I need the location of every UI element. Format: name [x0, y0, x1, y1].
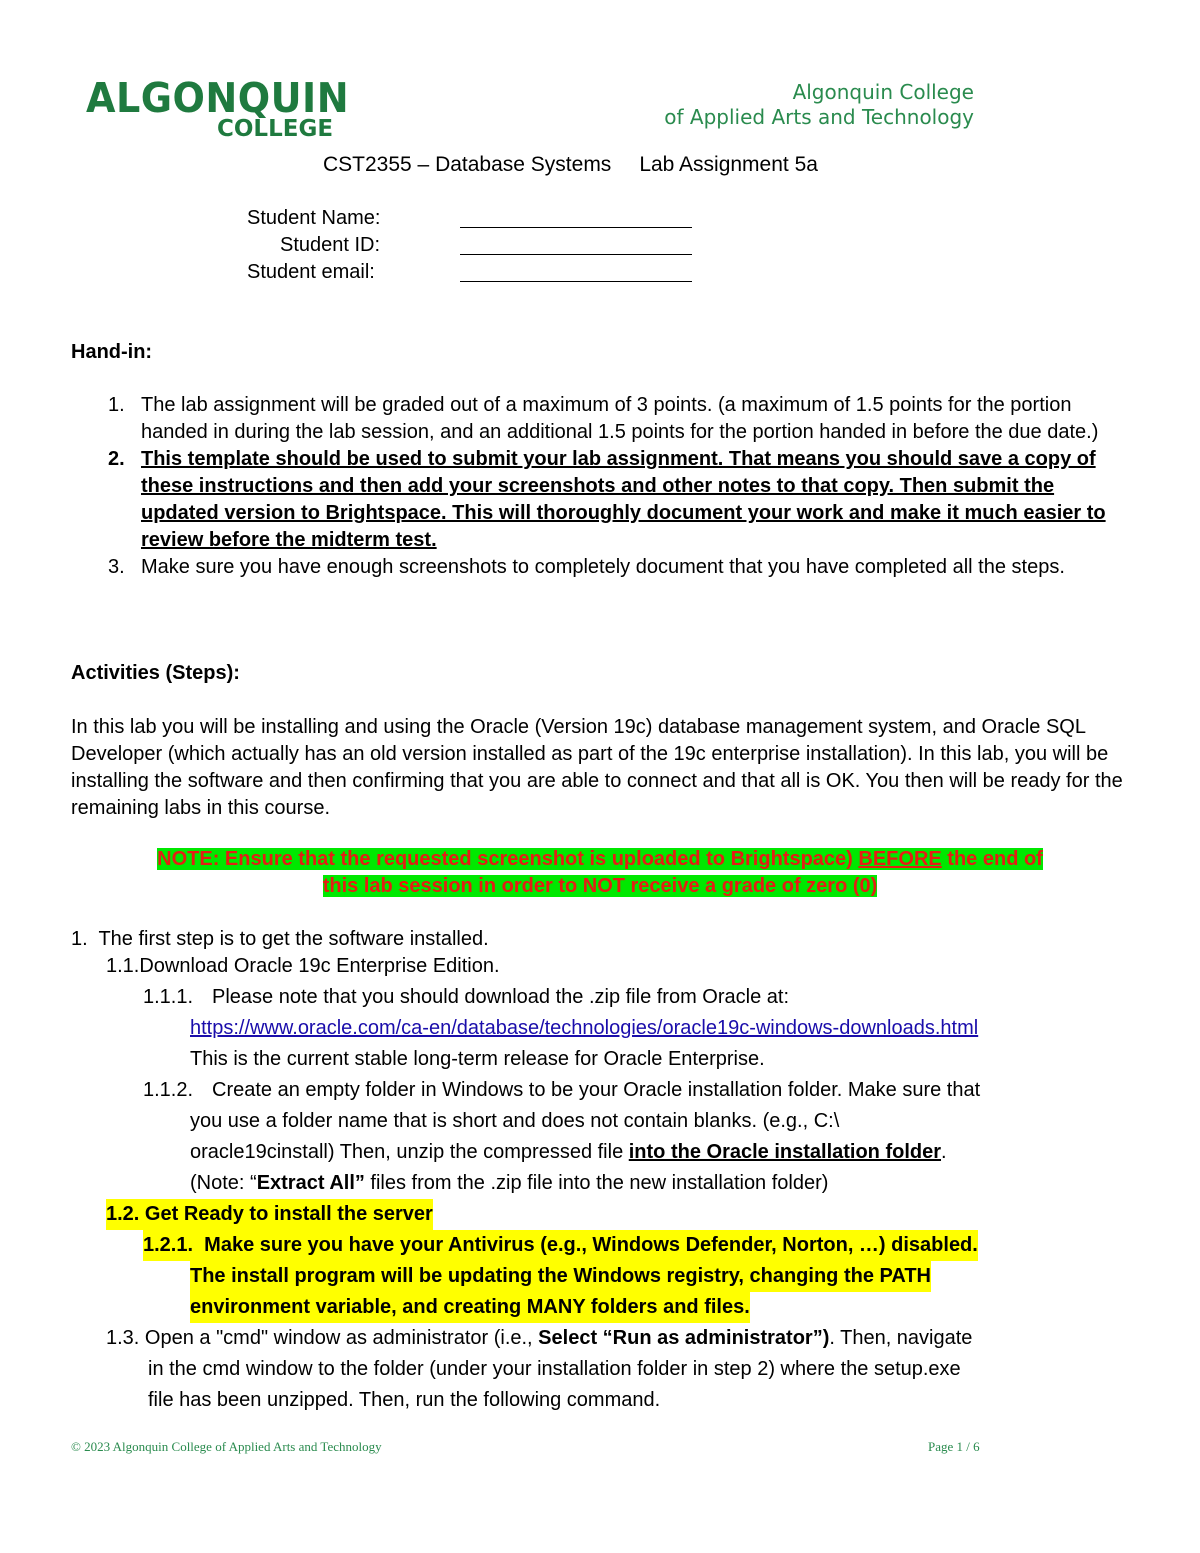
- document-title: [323, 153, 818, 177]
- algonquin-logo: [86, 74, 350, 142]
- step-text: Make sure you have your Antivirus (e.g., Windows Defender, Norton, …) disabled.: [204, 1234, 978, 1256]
- note-line1: [157, 848, 1043, 870]
- step-number: 1.2.: [106, 1203, 140, 1225]
- oracle-download-link[interactable]: https://www.oracle.com/ca-en/database/technologies/oracle19c-windows-downloads.html: [190, 1017, 979, 1039]
- student-email-label: Student email:: [247, 261, 375, 283]
- step-1-2: [106, 1199, 433, 1230]
- step-1-2-1-line2: The install program will be updating the Windows registry, changing the PATH: [190, 1261, 931, 1292]
- step-1-1-2-number: 1.1.2.: [143, 1079, 194, 1101]
- logo-wordmark: ALGONQUIN: [86, 74, 350, 122]
- oracle-download-link-row: [190, 1013, 978, 1044]
- step-text: Download Oracle 19c Enterprise Edition.: [139, 955, 500, 977]
- footer-page-number: Page 1 / 6: [928, 1439, 980, 1454]
- step-1-2-1-line3: environment variable, and creating MANY folders and files.: [190, 1292, 750, 1323]
- student-id-blank: [460, 234, 692, 255]
- step-text: (Note: “: [190, 1172, 257, 1194]
- step-text: . Then, navigate: [829, 1327, 973, 1349]
- step-text: This is the current stable long-term release for Oracle Enterprise.: [190, 1048, 765, 1070]
- step-1-2-1-line1: [143, 1230, 978, 1261]
- step-1-3-line1: [106, 1323, 972, 1354]
- student-email-blank: [460, 261, 692, 282]
- step-text: Open a "cmd" window as administrator (i.e.,: [144, 1327, 539, 1349]
- step-text: .: [941, 1141, 947, 1163]
- assignment-title: Lab Assignment 5a: [639, 153, 818, 176]
- college-name-line1: Algonquin College: [792, 80, 974, 104]
- step-1-3-line3: file has been unzipped. Then, run the following command.: [148, 1389, 661, 1411]
- step-1-1-2-line1: Create an empty folder in Windows to be your Oracle installation folder. Make sure that: [212, 1079, 981, 1101]
- step-text: Please note that you should download the .zip file from Oracle at:: [212, 986, 790, 1008]
- step-emphasis: into the Oracle installation folder: [628, 1141, 942, 1163]
- activities-intro: In this lab you will be installing and using the Oracle (Version 19c) database management system, and Oracle SQL Developer (which actually has an old version installed as part of the 19c enterprise installation). In this lab, you will be installing the software and then confirming that you are able to connect and that all is OK. You then will be ready for the remaining labs in this course.: [71, 716, 1123, 819]
- note-text-part1: NOTE: Ensure that the requested screenshot is uploaded to Brightspace): [157, 848, 859, 870]
- handin-item-number: 3.: [108, 556, 125, 578]
- handin-item-text: Make sure you have enough screenshots to completely document that you have completed all the steps.: [141, 556, 1065, 578]
- step-text: oracle19cinstall) Then, unzip the compressed file: [190, 1141, 629, 1163]
- step-1-1-1-number: 1.1.1.: [143, 986, 194, 1008]
- step-1-1: [106, 951, 500, 982]
- handin-item: [0, 554, 1131, 581]
- college-name-line2: of Applied Arts and Technology: [664, 105, 974, 129]
- step-1-1-2-line2: you use a folder name that is short and does not contain blanks. (e.g., C:\: [190, 1110, 840, 1132]
- step-number: 1.: [71, 928, 88, 950]
- note-text-part2: the end of: [941, 848, 1043, 870]
- step-text: files from the .zip file into the new installation folder): [364, 1172, 829, 1194]
- handin-item-number: 1.: [108, 394, 125, 416]
- step-text: Get Ready to install the server: [144, 1203, 433, 1225]
- activities-heading: Activities (Steps):: [71, 662, 240, 684]
- step-emphasis: Extract All”: [256, 1172, 365, 1194]
- student-id-label: Student ID:: [280, 234, 381, 256]
- step-1-1-1: [212, 982, 1152, 1013]
- step-1-1-2-line3: [190, 1137, 947, 1168]
- step-emphasis: Select “Run as administrator”): [538, 1327, 830, 1349]
- step-number: 1.1.: [106, 955, 140, 977]
- step-number: 1.2.1.: [143, 1234, 194, 1256]
- student-name-blank: [460, 207, 692, 228]
- handin-item: [0, 446, 1131, 554]
- step-text: The first step is to get the software installed.: [98, 928, 489, 950]
- college-name: [664, 80, 974, 130]
- student-name-label: Student Name:: [247, 207, 381, 229]
- course-title: CST2355 – Database Systems: [323, 153, 612, 176]
- handin-item-number: 2.: [108, 448, 125, 470]
- handin-list: [0, 392, 1200, 581]
- note-before: BEFORE: [858, 848, 942, 870]
- handin-item-text: The lab assignment will be graded out of a maximum of 3 points. (a maximum of 1.5 points for the portion handed in during the lab session, and an additional 1.5 points for the portion handed in before the due date.): [141, 394, 1099, 443]
- handin-heading: Hand-in:: [71, 341, 153, 363]
- handin-item-text: This template should be used to submit your lab assignment. That means you should save a copy of these instructions and then add your screenshots and other notes to that copy. Then submit the updated version to Brightspace. This will thoroughly document your work and make it much easier to review before the midterm test.: [141, 448, 1106, 551]
- step-number: 1.3.: [106, 1327, 140, 1349]
- footer-copyright: © 2023 Algonquin College of Applied Arts and Technology: [71, 1439, 382, 1454]
- note-line2: this lab session in order to NOT receive a grade of zero (0): [322, 875, 878, 897]
- handin-item: [0, 392, 1131, 446]
- note-banner: [75, 846, 1125, 900]
- logo-subword: COLLEGE: [217, 116, 334, 142]
- step-1-3-line2: in the cmd window to the folder (under your installation folder in step 2) where the setup.exe: [148, 1358, 961, 1380]
- step-1-1-2-line4: [190, 1168, 828, 1199]
